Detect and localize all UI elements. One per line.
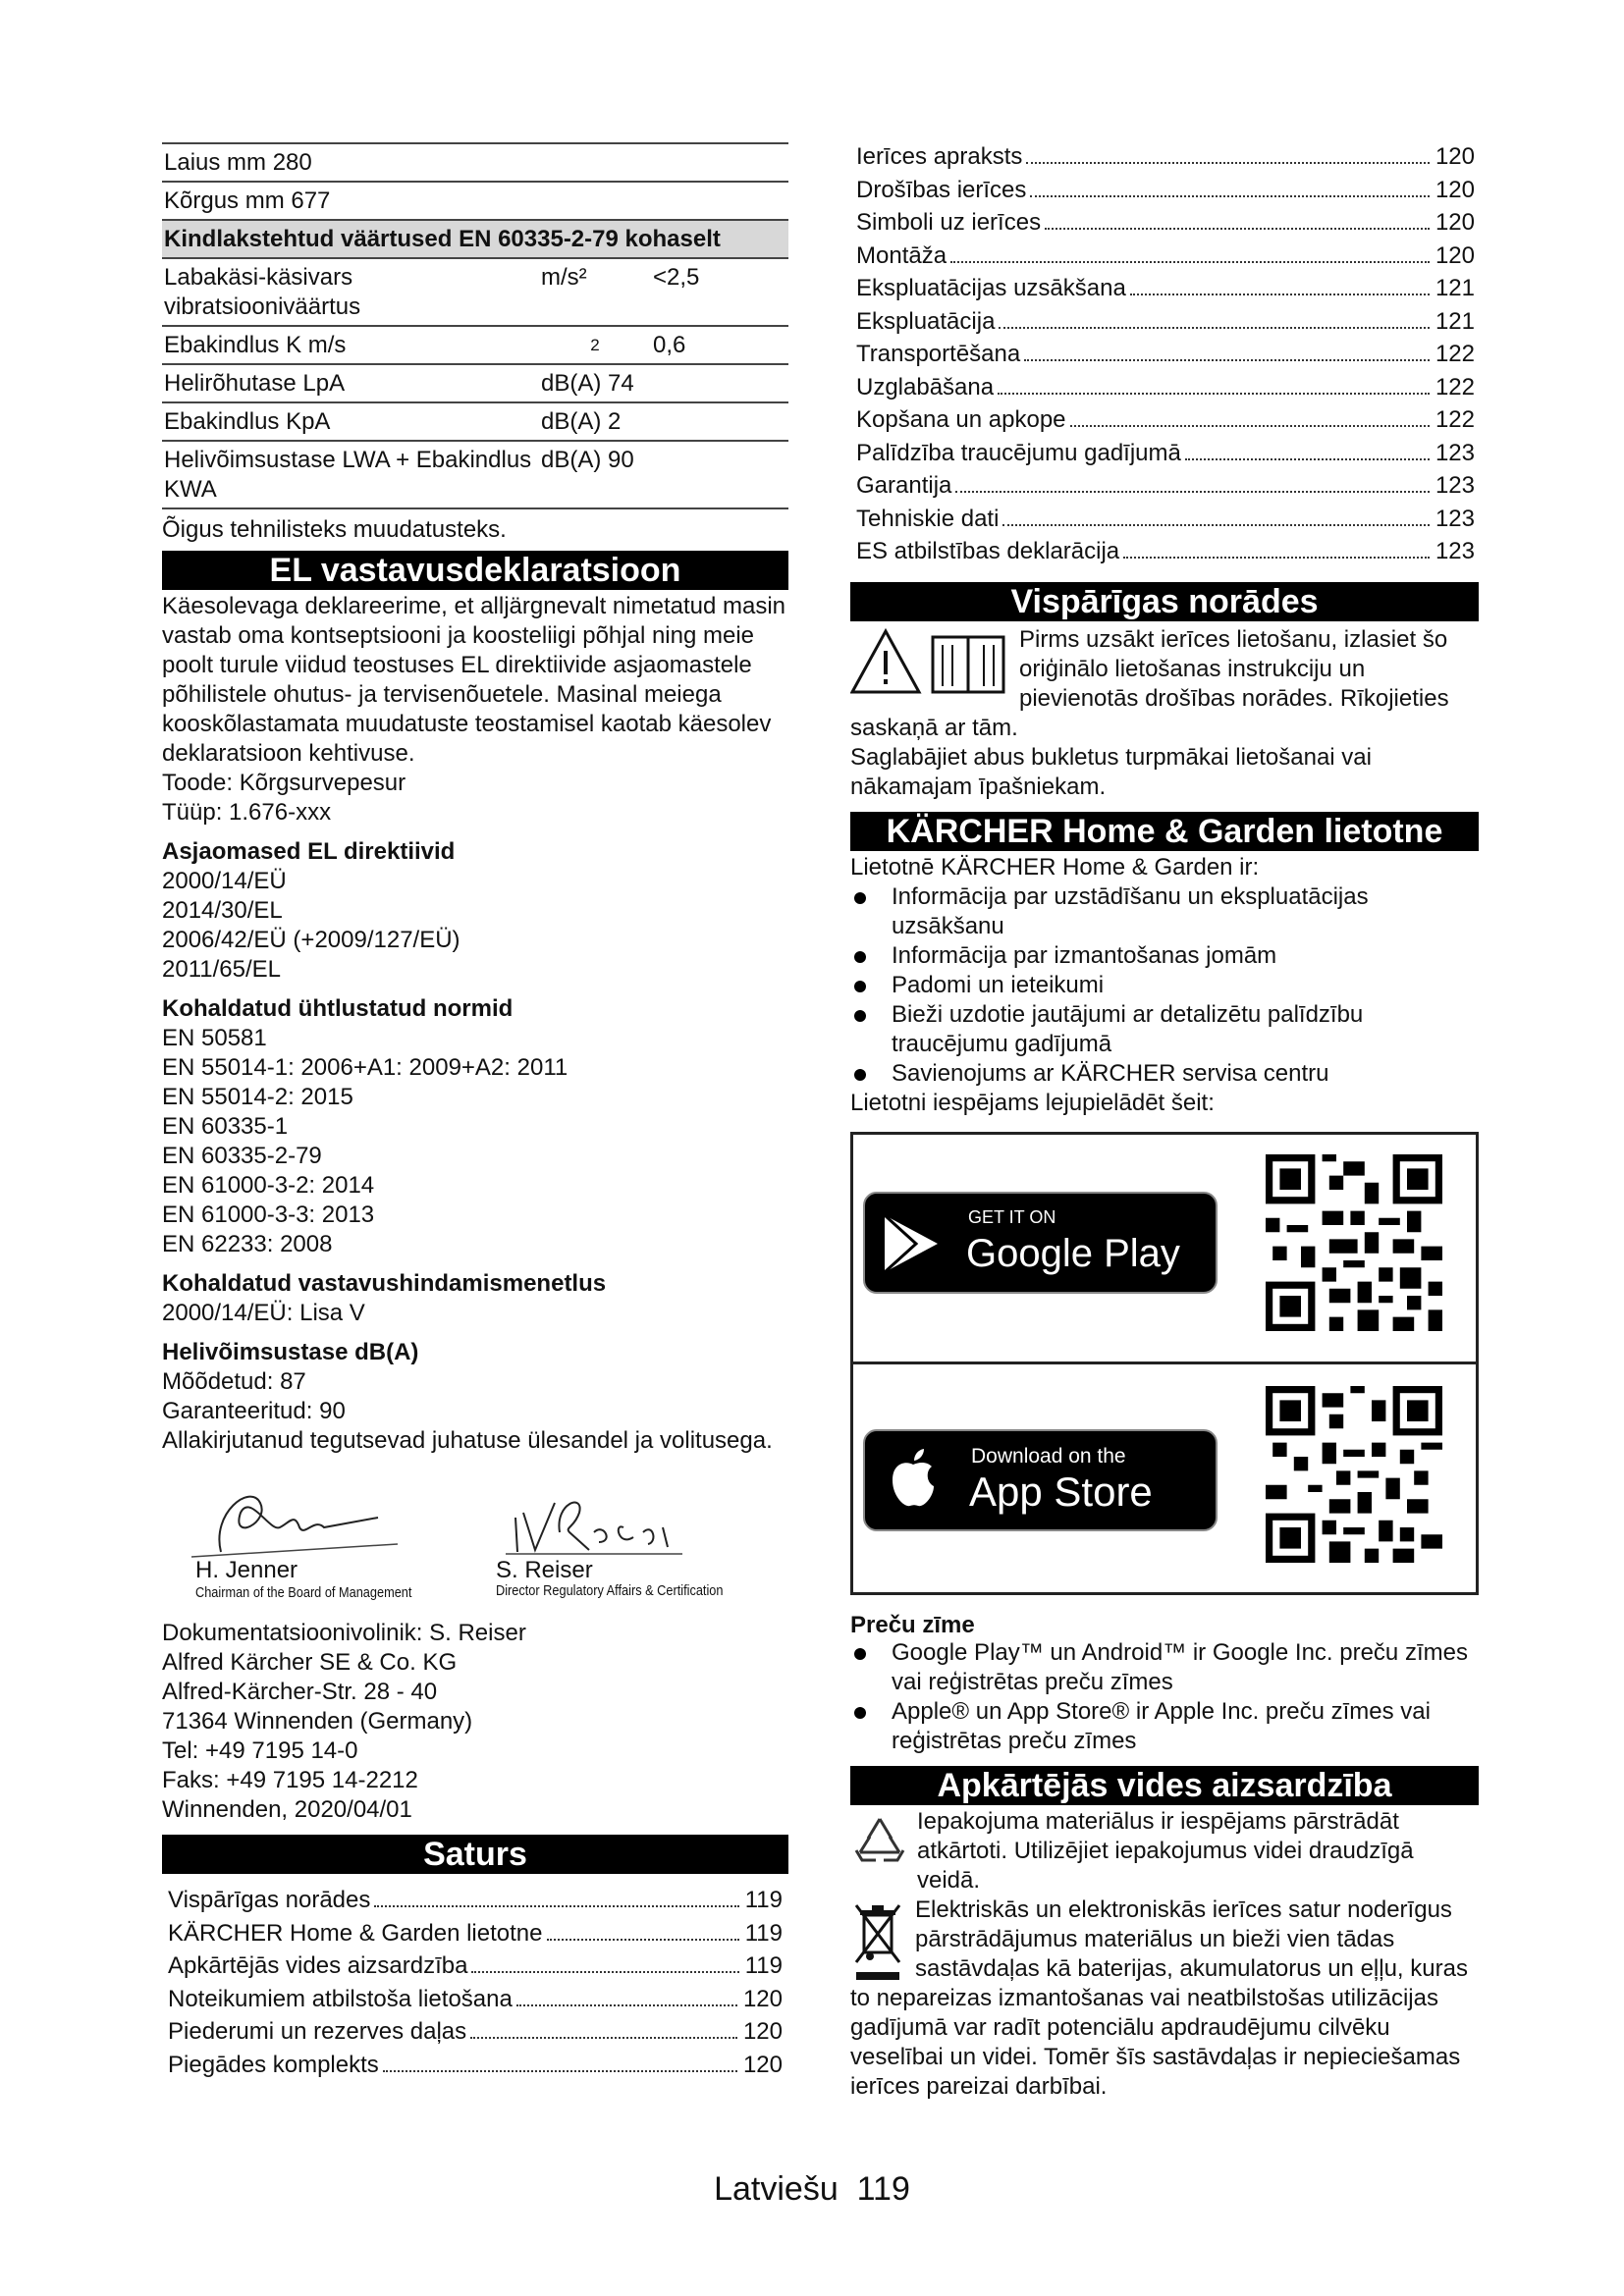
list-item: EN 50581 bbox=[162, 1025, 267, 1051]
list-item: EN 60335-1 bbox=[162, 1113, 289, 1140]
table-row: Kõrgus mm 677 bbox=[162, 182, 788, 220]
type-line: Tüüp: 1.676-xxx bbox=[162, 799, 332, 826]
signatures bbox=[162, 1473, 788, 1630]
toc-item[interactable]: Transportēšana 122 bbox=[856, 341, 1475, 367]
trademark-list bbox=[850, 1638, 1479, 1756]
toc-item[interactable]: Tehniskie dati 123 bbox=[856, 505, 1475, 532]
general-text-1: Pirms uzsākt ierīces lietošanu, izlasiet šo oriģinālo lietošanas instrukciju un pievienotās drošības norādes. Rīkojieties saskaņā ar tām. bbox=[850, 625, 1449, 741]
trademark-title: Preču zīme bbox=[850, 1611, 975, 1638]
procedure-title: Kohaldatud vastavushindamismenetlus bbox=[162, 1270, 607, 1297]
list-item: EN 55014-2: 2015 bbox=[162, 1084, 353, 1110]
toc-item[interactable]: Piegādes komplekts 120 bbox=[168, 2051, 783, 2078]
table-row: Ebakindlus KpA dB(A) 2 bbox=[162, 402, 788, 441]
toc-item[interactable]: Montāža 120 bbox=[856, 241, 1475, 269]
app-features bbox=[850, 882, 1479, 1089]
list-item: 2000/14/EÜ bbox=[162, 868, 287, 894]
norms-title: Kohaldatud ühtlustatud normid bbox=[162, 995, 514, 1022]
footer-language: Latviešu bbox=[714, 2170, 839, 2208]
env-text-1: Iepakojuma materiālus ir iespējams pārstrādāt atkārtoti. Utilizējiet iepakojumus videi draudzīgā veidā. bbox=[917, 1807, 1414, 1894]
table-row: Laius mm 280 bbox=[162, 143, 788, 182]
list-item: Padomi un ieteikumi bbox=[850, 971, 1479, 1000]
signer1-role: Chairman of the Board of Management bbox=[195, 1584, 412, 1601]
general-notes bbox=[850, 625, 1479, 802]
toc-item[interactable]: Piederumi un rezerves daļas 120 bbox=[168, 2018, 783, 2045]
app-intro: Lietotnē KÄRCHER Home & Garden ir: bbox=[850, 853, 1260, 881]
tech-note: Õigus tehnilisteks muudatusteks. bbox=[162, 516, 507, 543]
toc-right bbox=[850, 140, 1479, 568]
signer2-role: Director Regulatory Affairs & Certification bbox=[496, 1582, 724, 1599]
toc-item[interactable]: Vispārīgas norādes 119 bbox=[168, 1887, 783, 1913]
general-text-2: Saglabājiet abus bukletus turpmākai lietošanai vai nākamajam īpašniekam. bbox=[850, 743, 1372, 800]
toc-item[interactable]: Palīdzība traucējumu gadījumā 123 bbox=[856, 439, 1475, 466]
list-item: Savienojums ar KÄRCHER servisa centru bbox=[850, 1059, 1479, 1089]
list-item: 2014/30/EL bbox=[162, 897, 283, 924]
store-badges bbox=[850, 1132, 1479, 1595]
eu-declaration-title: EL vastavusdeklaratsioon bbox=[162, 551, 788, 590]
general-notes-title: Vispārīgas norādes bbox=[850, 582, 1479, 621]
product-line: Toode: Kõrgsurvepesur bbox=[162, 770, 406, 796]
list-item: EN 60335-2-79 bbox=[162, 1143, 322, 1169]
environment-title: Apkārtējās vides aizsardzība bbox=[850, 1766, 1479, 1805]
signed-on-behalf: Allakirjutanud tegutsevad juhatuse ülesandel ja volitusega. bbox=[162, 1427, 773, 1454]
recycling-icon bbox=[852, 1815, 907, 1866]
table-row: Helivõimsustase LWA + Ebakindlus KWA dB(A) 90 bbox=[162, 441, 788, 508]
qr-code-apple-icon bbox=[1266, 1386, 1442, 1563]
list-item: EN 55014-1: 2006+A1: 2009+A2: 2011 bbox=[162, 1054, 568, 1081]
table-row: Labakäsi-käsivars vibratsiooniväärtus m/s² <2,5 bbox=[162, 258, 788, 326]
toc-item[interactable]: ES atbilstības deklarācija 123 bbox=[856, 538, 1475, 564]
eu-intro: Käesolevaga deklareerime, et alljärgnevalt nimetatud masin vastab oma kontseptsiooni ja koosteliigi põhjal ning meie poolt turule viidud teostuses EL direktiivide asjaomastele põhilistele ohutus- ja tervisenõuetele. Masinal meiega kooskõlastamata muudatuste teostamisel kaotab käesolev deklaratsioon kehtivuse. bbox=[162, 593, 786, 767]
procedure-value: 2000/14/EÜ: Lisa V bbox=[162, 1300, 365, 1326]
recycling-note bbox=[850, 1807, 1479, 1896]
page-footer bbox=[0, 2169, 1624, 2209]
toc-item[interactable]: Simboli uz ierīces 120 bbox=[856, 209, 1475, 236]
app-store-cell bbox=[853, 1364, 1476, 1591]
guaranteed-value: Garanteeritud: 90 bbox=[162, 1398, 346, 1424]
toc-item[interactable]: Ekspluatācija 121 bbox=[856, 307, 1475, 335]
toc-left bbox=[162, 1884, 788, 2081]
left-column bbox=[162, 142, 788, 2081]
list-item: EN 62233: 2008 bbox=[162, 1231, 333, 1257]
toc-item[interactable]: Apkārtējās vides aizsardzība 119 bbox=[168, 1952, 783, 1979]
warning-manual-icon bbox=[850, 627, 1009, 698]
weee-note bbox=[850, 1896, 1479, 2102]
toc-item[interactable]: Garantija 123 bbox=[856, 472, 1475, 499]
list-item: Google Play™ un Android™ ir Google Inc. preču zīmes vai reģistrētas preču zīmes bbox=[850, 1638, 1479, 1697]
list-item: Apple® un App Store® ir Apple Inc. preču zīmes vai reģistrētas preču zīmes bbox=[850, 1697, 1479, 1756]
sound-power-title: Helivõimsustase dB(A) bbox=[162, 1339, 419, 1365]
table-row: Ebakindlus K m/s 2 0,6 bbox=[162, 326, 788, 364]
list-item: 2011/65/EL bbox=[162, 956, 281, 983]
page-number: 119 bbox=[856, 2170, 910, 2208]
toc-item[interactable]: Noteikumiem atbilstoša lietošana 120 bbox=[168, 1985, 783, 2012]
toc-item[interactable]: Kopšana un apkope 122 bbox=[856, 406, 1475, 433]
google-play-icon bbox=[879, 1211, 944, 1276]
contents-title: Saturs bbox=[162, 1835, 788, 1874]
toc-item[interactable]: Uzglabāšana 122 bbox=[856, 373, 1475, 400]
measured-value: Mõõdetud: 87 bbox=[162, 1368, 306, 1395]
apple-icon bbox=[889, 1447, 938, 1510]
download-text: Lietotni iespējams lejupielādēt šeit: bbox=[850, 1089, 1215, 1116]
env-text-2: Elektriskās un elektroniskās ierīces satur noderīgus pārstrādājumus materiālus un bieži vien tādas sastāvdaļas kā baterijas, akumulatorus un eļļu, kuras to nepareizas izmantošanas vai neatbilstošas utilizācijas gadījumā var radīt potenciālu apdraudējumu cilvēku veselībai un videi. Tomēr šīs sastāvdaļas ir nepieciešamas ierīces pareizai darbībai. bbox=[850, 1896, 1468, 2100]
google-play-cell bbox=[853, 1135, 1476, 1364]
signer1-name: H. Jenner bbox=[195, 1557, 298, 1583]
table-row: Kindlakstehtud väärtused EN 60335-2-79 kohaselt bbox=[162, 220, 788, 258]
list-item: EN 61000-3-3: 2013 bbox=[162, 1201, 375, 1228]
list-item: 2006/42/EÜ (+2009/127/EÜ) bbox=[162, 927, 460, 953]
table-row: Helirõhutase LpA dB(A) 74 bbox=[162, 364, 788, 402]
qr-code-google-icon bbox=[1266, 1154, 1442, 1331]
crossed-bin-icon bbox=[854, 1901, 903, 1984]
signature-reiser bbox=[496, 1473, 692, 1562]
spec-table bbox=[162, 142, 788, 509]
toc-item[interactable]: Drošības ierīces 120 bbox=[856, 176, 1475, 203]
toc-item[interactable]: Ekspluatācijas uzsākšana 121 bbox=[856, 275, 1475, 301]
list-item: Informācija par uzstādīšanu un ekspluatācijas uzsākšanu bbox=[850, 882, 1479, 941]
signer2-name: S. Reiser bbox=[496, 1557, 593, 1583]
app-store-badge[interactable]: Download on the App Store bbox=[863, 1429, 1218, 1531]
list-item: Bieži uzdotie jautājumi ar detalizētu palīdzību traucējumu gadījumā bbox=[850, 1000, 1479, 1059]
toc-item[interactable]: KÄRCHER Home & Garden lietotne 119 bbox=[168, 1919, 783, 1947]
app-title: KÄRCHER Home & Garden lietotne bbox=[850, 812, 1479, 851]
address-block: Dokumentatsioonivolinik: S. Reiser Alfred Kärcher SE & Co. KG Alfred-Kärcher-Str. 28 - 40 71364 Winnenden (Germany) Tel: +49 7195 14-0 Faks: +49 7195 14-2212 Winnenden, 2020/04/01 bbox=[162, 1620, 526, 1823]
directives-title: Asjaomased EL direktiivid bbox=[162, 838, 456, 865]
environment-notes bbox=[850, 1807, 1479, 2102]
toc-item[interactable]: Ierīces apraksts 120 bbox=[856, 143, 1475, 170]
google-play-badge[interactable]: GET IT ON Google Play bbox=[863, 1192, 1218, 1294]
right-column bbox=[850, 140, 1479, 2102]
list-item: Informācija par izmantošanas jomām bbox=[850, 941, 1479, 971]
list-item: EN 61000-3-2: 2014 bbox=[162, 1172, 375, 1199]
signature-jenner bbox=[182, 1473, 407, 1562]
